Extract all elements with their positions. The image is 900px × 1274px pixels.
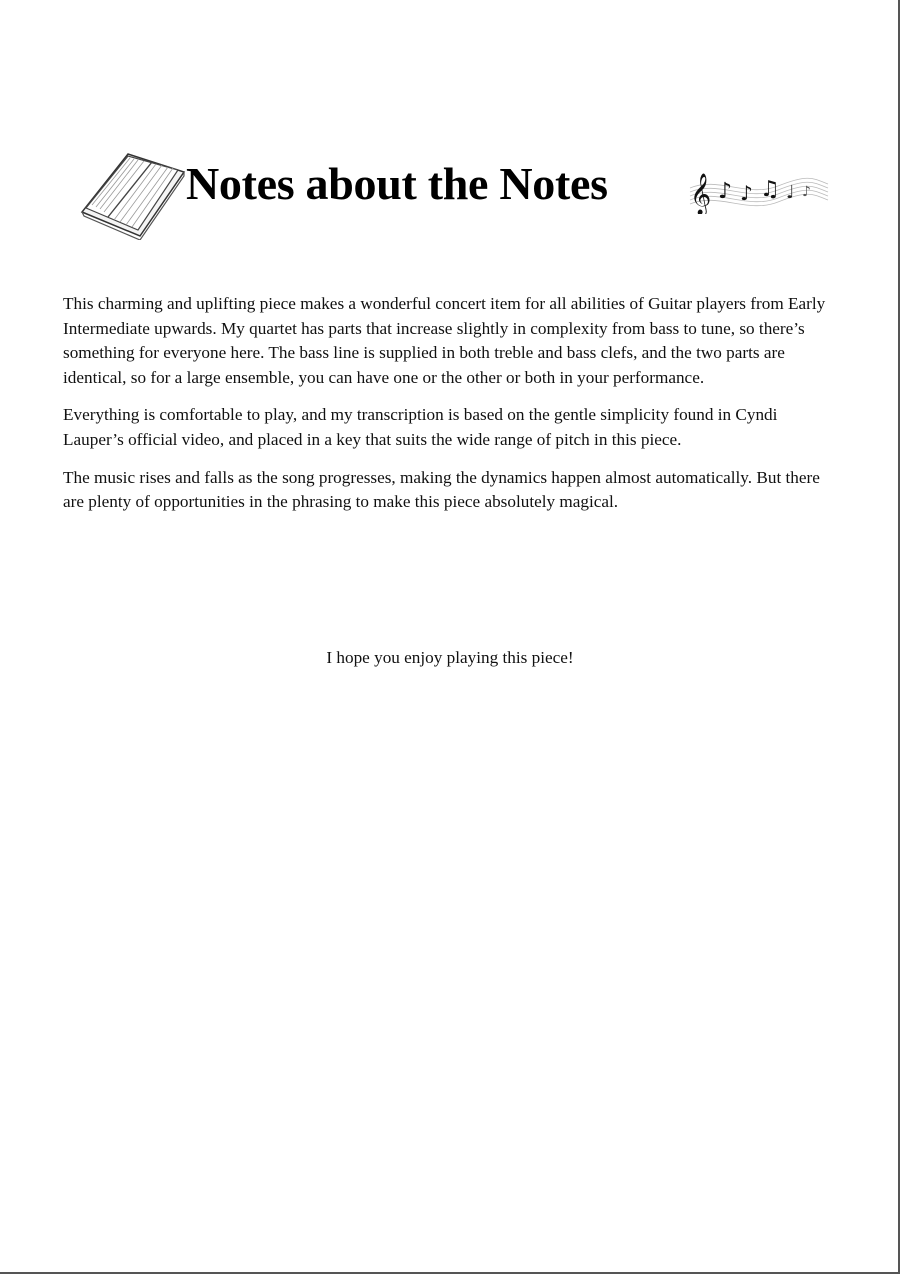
page-header: [78, 150, 838, 245]
svg-text:♪: ♪: [718, 179, 733, 204]
closing-message: I hope you enjoy playing this piece!: [326, 648, 574, 667]
svg-text:𝄞: 𝄞: [690, 174, 712, 214]
svg-text:♪: ♪: [802, 184, 811, 200]
paragraph-dynamics: The music rises and falls as the song progresses, making the dynamics happen almost automatically. But there are plenty of opportunities in the phrasing to make this piece absolutely magical.: [63, 467, 820, 512]
svg-text:♪: ♪: [740, 181, 753, 205]
svg-text:♫: ♫: [760, 177, 780, 202]
open-book-icon: [78, 150, 188, 240]
svg-text:♩: ♩: [786, 182, 795, 203]
paragraph-intro: This charming and uplifting piece makes a wonderful concert item for all abilities of Guitar players from Early Intermediate upwards. My quartet has parts that increase slightly in complexity from bass to tune, so there’s something for everyone here. The bass line is supplied in both treble and bass clefs, and the two parts are identical, so for a large ensemble, you can have one or the other or both in your performance.: [63, 294, 826, 387]
paragraph-transcription: Everything is comfortable to play, and my transcription is based on the gentle simplicity found in Cyndi Lauper’s official video, and placed in a key that suits the wide range of pitch in this piece.: [63, 405, 778, 449]
page-title: Notes about the Notes: [186, 158, 608, 209]
notes-body: [63, 292, 835, 528]
music-notes-icon: [688, 158, 830, 214]
